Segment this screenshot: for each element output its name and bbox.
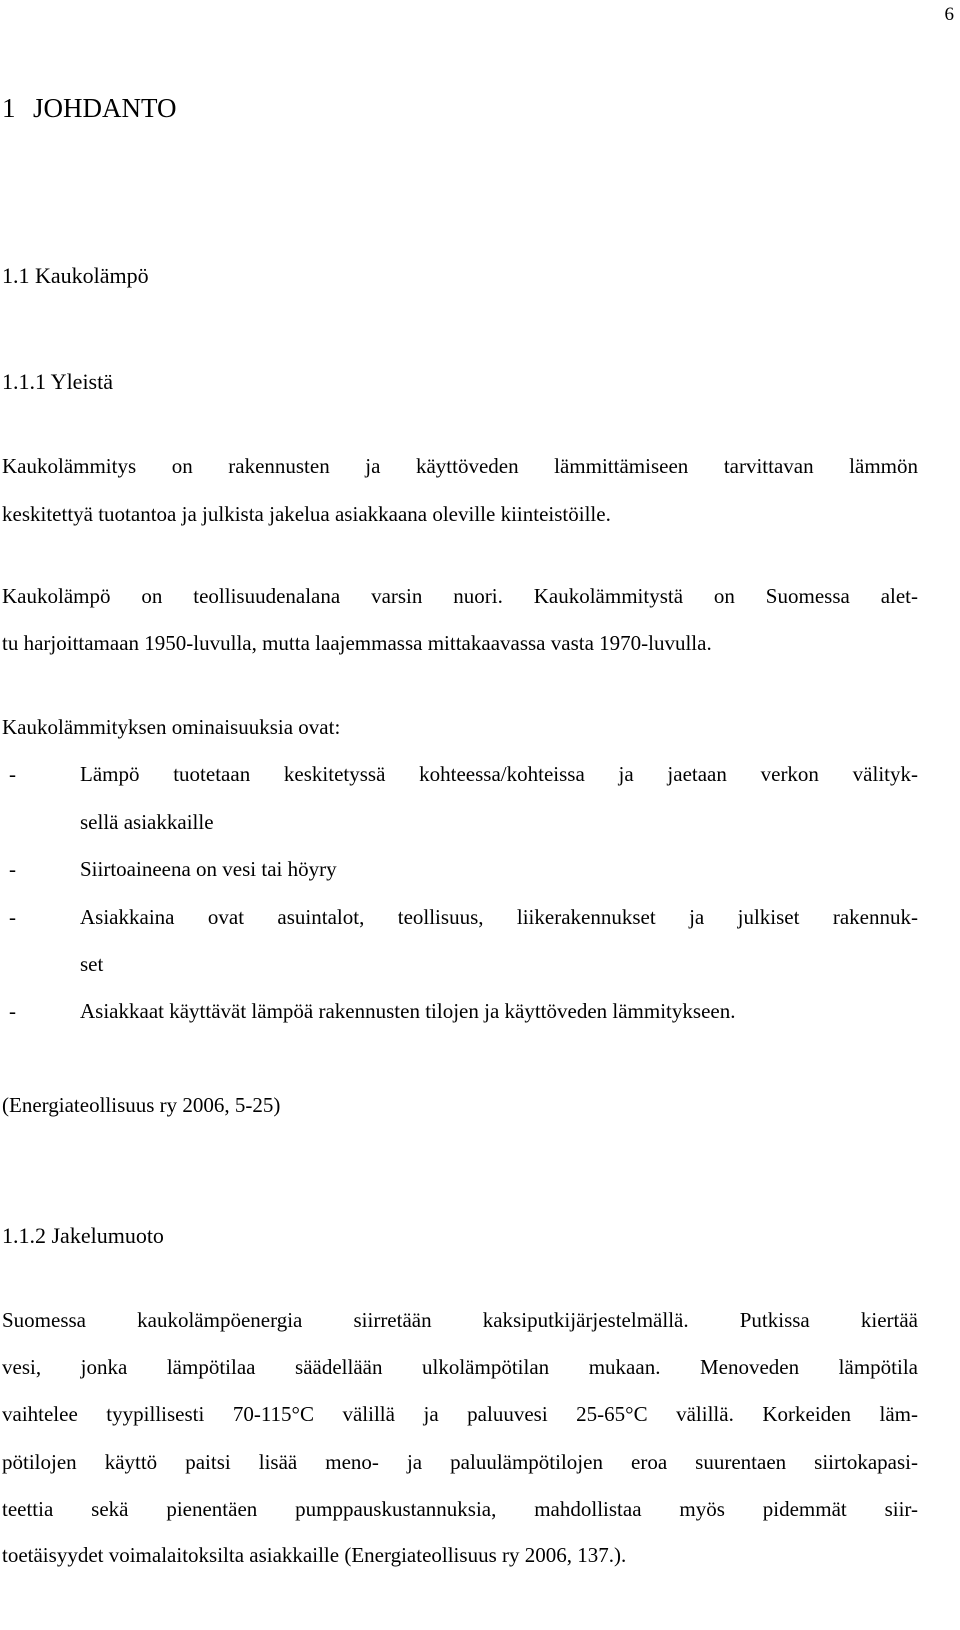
paragraph-3-line-3: vaihtelee tyypillisesti 70-115°C välillä ja paluuvesi 25-65°C välillä. Korkeiden läm- (2, 1402, 918, 1426)
citation: (Energiateollisuus ry 2006, 5-25) (2, 1093, 281, 1117)
paragraph-1-line-1: Kaukolämmitys on rakennusten ja käyttöveden lämmittämiseen tarvittavan lämmön (2, 454, 918, 478)
paragraph-3-line-2: vesi, jonka lämpötilaa säädellään ulkolämpötilan mukaan. Menoveden lämpötila (2, 1355, 918, 1379)
chapter-number: 1 (2, 93, 16, 123)
section-heading: 1.1 Kaukolämpö (2, 263, 149, 288)
paragraph-3-line-1: Suomessa kaukolämpöenergia siirretään kaksiputkijärjestelmällä. Putkissa kiertää (2, 1308, 918, 1332)
list-item-3-line-1: Asiakkaina ovat asuintalot, teollisuus, liikerakennukset ja julkiset rakennuk- (80, 905, 918, 929)
list-dash: - (9, 857, 16, 881)
list-dash: - (9, 762, 16, 786)
list-item-4: Asiakkaat käyttävät lämpöä rakennusten tilojen ja käyttöveden lämmitykseen. (80, 999, 736, 1023)
list-dash: - (9, 905, 16, 929)
paragraph-3-line-5: teettia sekä pienentäen pumppauskustannuksia, mahdollistaa myös pidemmät siir- (2, 1497, 918, 1521)
subsection-heading-jakelumuoto: 1.1.2 Jakelumuoto (2, 1223, 164, 1248)
list-item-1-line-2: sellä asiakkaille (80, 810, 214, 834)
list-item-3-line-2: set (80, 952, 104, 976)
paragraph-3-line-6: toetäisyydet voimalaitoksilta asiakkaille (Energiateollisuus ry 2006, 137.). (2, 1543, 627, 1567)
chapter-heading (2, 92, 177, 124)
list-dash: - (9, 999, 16, 1023)
list-item-1-line-1: Lämpö tuotetaan keskitetyssä kohteessa/kohteissa ja jaetaan verkon välityk- (80, 762, 918, 786)
paragraph-3-line-4: pötilojen käyttö paitsi lisää meno- ja paluulämpötilojen eroa suurentaen siirtokapasi- (2, 1450, 918, 1474)
subsection-heading-yleista: 1.1.1 Yleistä (2, 369, 113, 394)
chapter-title: JOHDANTO (33, 93, 177, 123)
page-number: 6 (944, 4, 954, 25)
paragraph-2-line-2: tu harjoittamaan 1950-luvulla, mutta laajemmassa mittakaavassa vasta 1970-luvulla. (2, 631, 712, 655)
list-item-2: Siirtoaineena on vesi tai höyry (80, 857, 337, 881)
list-intro: Kaukolämmityksen ominaisuuksia ovat: (2, 715, 341, 739)
paragraph-1-line-2: keskitettyä tuotantoa ja julkista jakelua asiakkaana oleville kiinteistöille. (2, 502, 611, 526)
paragraph-2-line-1: Kaukolämpö on teollisuudenalana varsin nuori. Kaukolämmitystä on Suomessa alet- (2, 584, 918, 608)
